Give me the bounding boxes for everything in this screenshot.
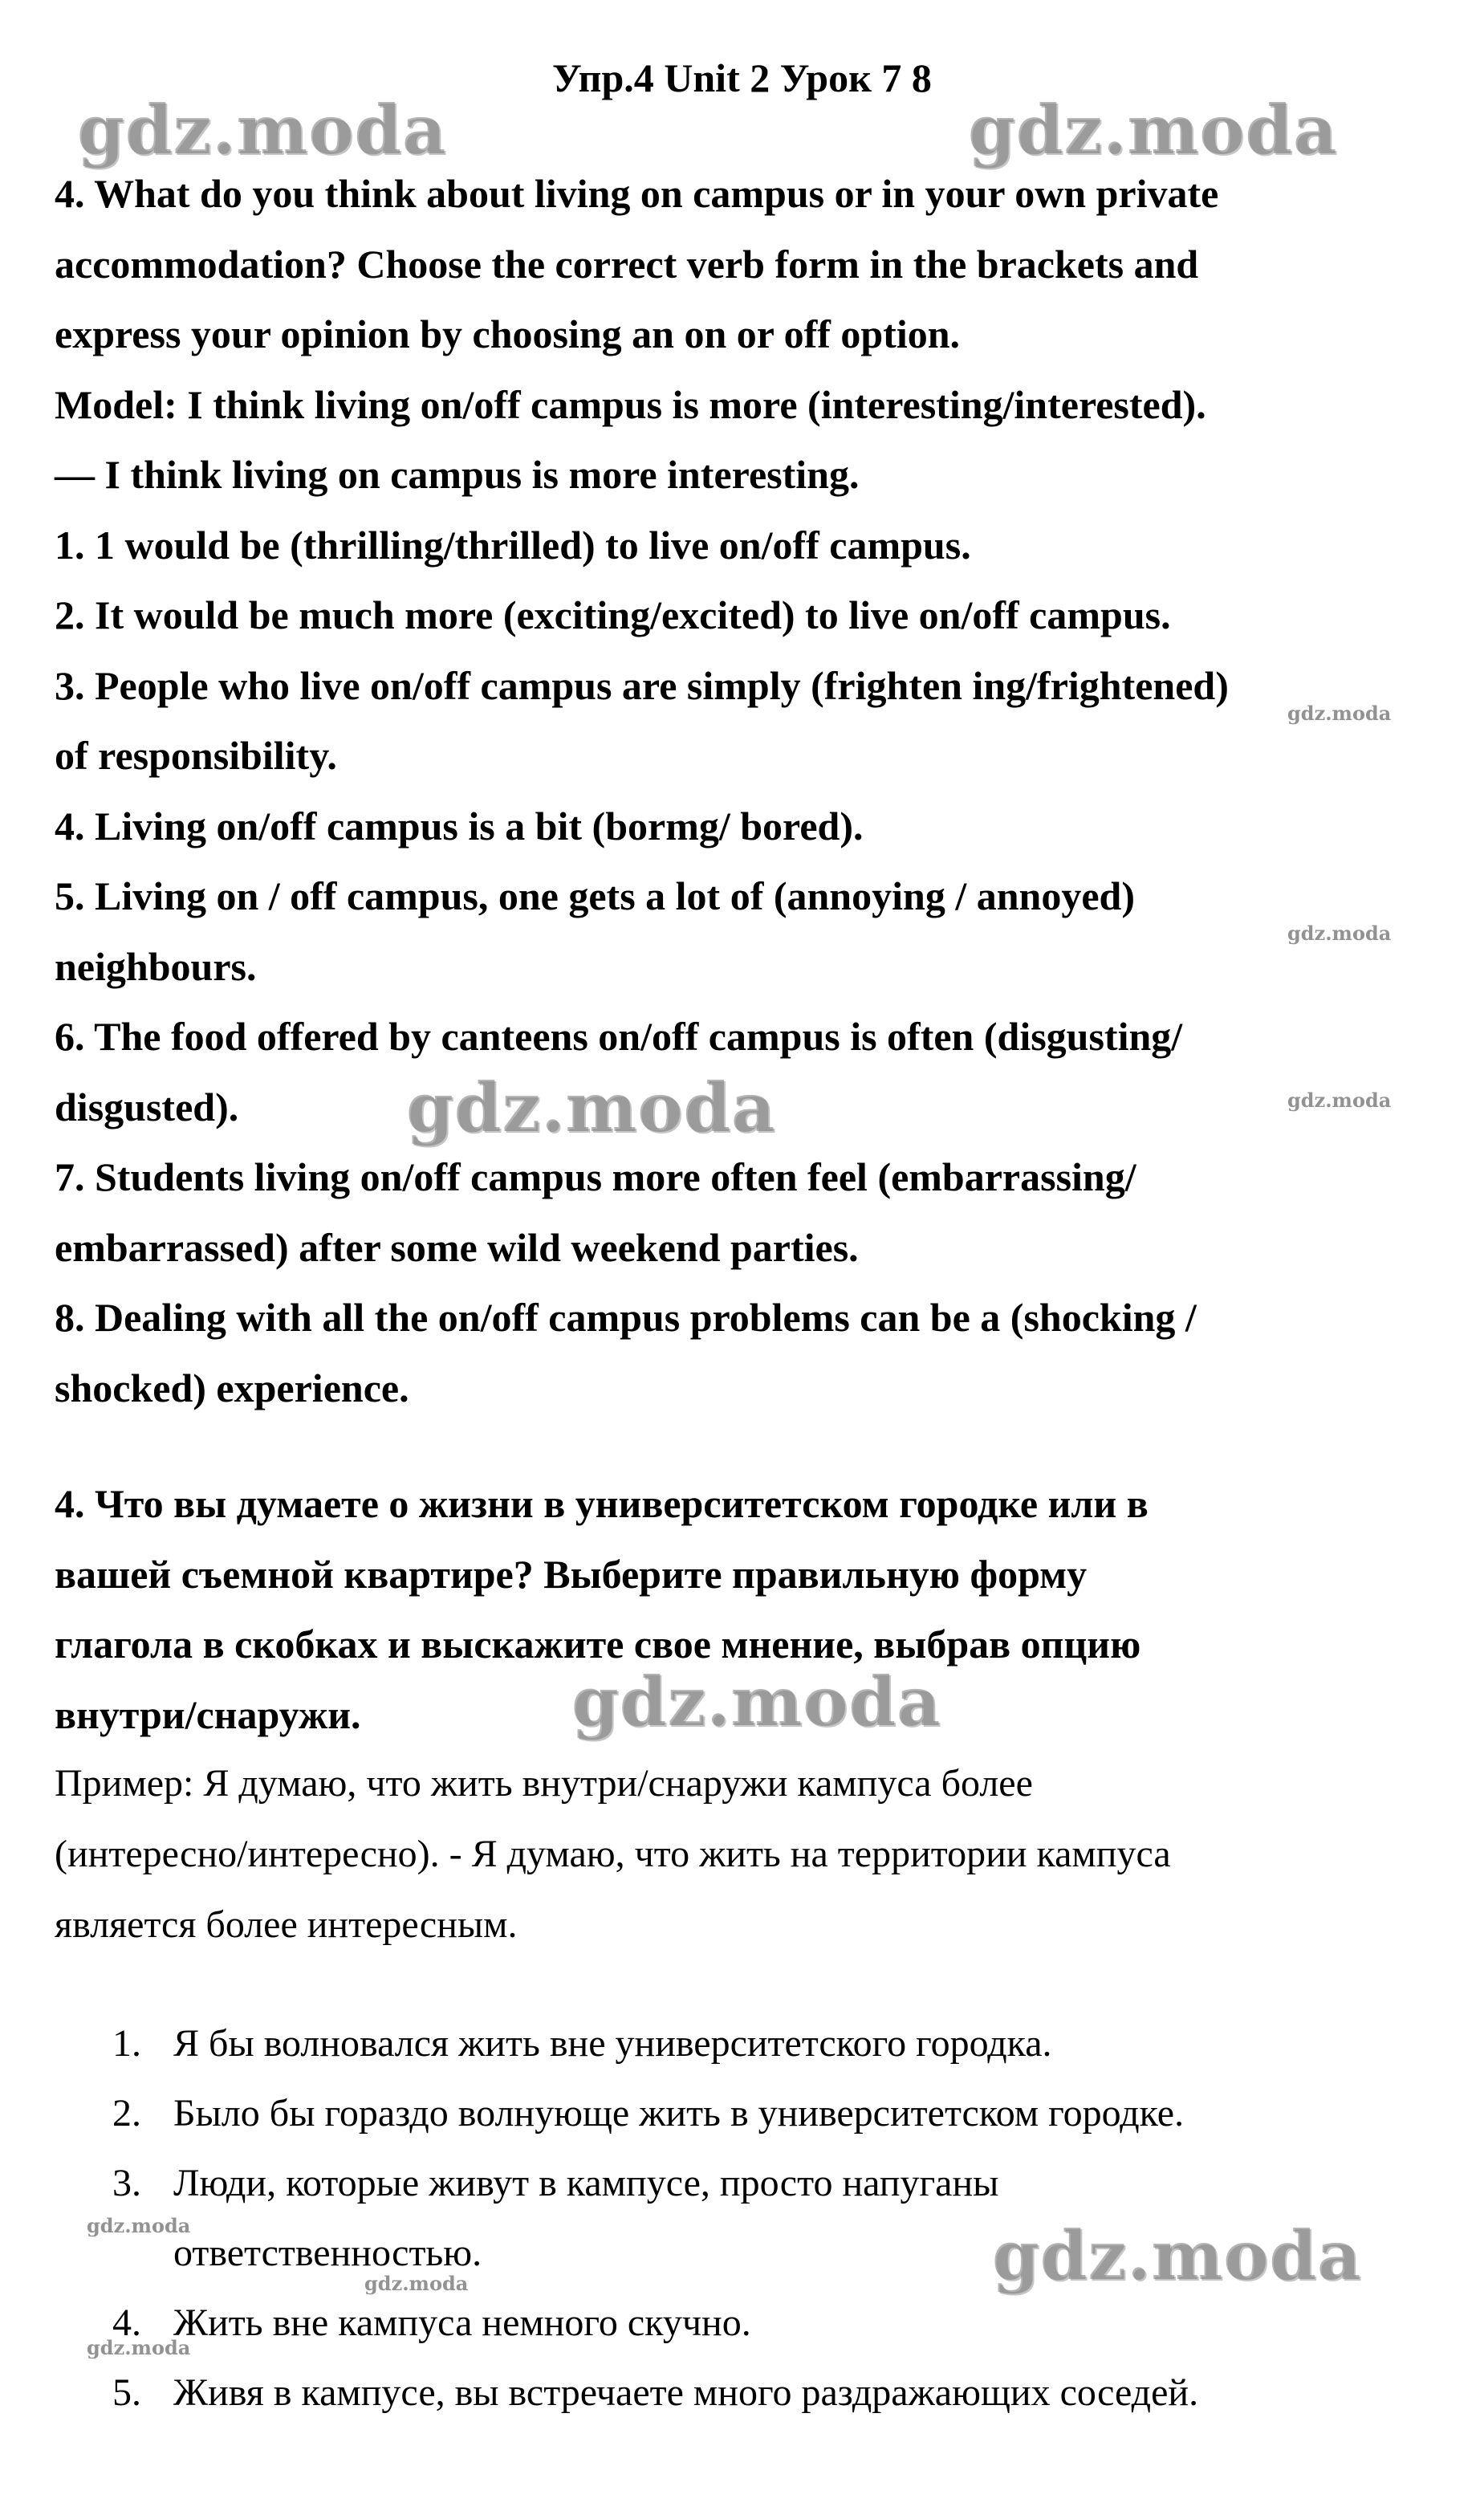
russian-example	[55, 1748, 1467, 1960]
watermark: gdz.moda	[992, 2216, 1362, 2295]
russian-intro-line: 4. Что вы думаете о жизни в университетском городке или в	[55, 1481, 1149, 1526]
english-line: 4. What do you think about living on campus or in your own private	[55, 171, 1219, 216]
russian-intro-line: глагола в скобках и выскажите свое мнение, выбрав опцию	[55, 1622, 1141, 1667]
english-line: 3. People who live on/off campus are simply (frighten ing/frightened)	[55, 662, 1229, 708]
english-line: 7. Students living on/off campus more often feel (embarrassing/	[55, 1154, 1136, 1199]
english-line: shocked) experience.	[55, 1365, 409, 1410]
list-item	[0, 2288, 1484, 2358]
watermark: gdz.moda	[968, 90, 1338, 169]
english-line: 5. Living on / off campus, one gets a lot of (annoying / annoyed)	[55, 873, 1135, 918]
russian-example-line: является более интересным.	[55, 1903, 518, 1946]
list-item	[0, 2148, 1484, 2218]
watermark: gdz.moda	[406, 1068, 776, 1147]
english-line: express your opinion by choosing an on or off option.	[55, 311, 961, 356]
english-line: of responsibility.	[55, 733, 337, 778]
list-item-text: Люди, которые живут в кампусе, просто напуганы	[173, 2162, 999, 2204]
list-item-text: ответственностью.	[173, 2232, 482, 2274]
english-line: Model: I think living on/off campus is more (interesting/interested).	[55, 381, 1206, 427]
list-item-number: 1.	[112, 2022, 141, 2065]
english-exercise	[55, 159, 1467, 1423]
list-item-text: Было бы гораздо волнующе жить в университетском городке.	[173, 2092, 1185, 2135]
russian-example-line: (интересно/интересно). - Я думаю, что жить на территории кампуса	[55, 1833, 1171, 1875]
list-item-number: 2.	[112, 2092, 141, 2135]
list-item-text: Я бы волновался жить вне университетского городка.	[173, 2022, 1052, 2065]
list-item	[0, 2008, 1484, 2078]
watermark-small: gdz.moda	[1287, 702, 1392, 725]
page-title: Упр.4 Unit 2 Урок 7 8	[552, 55, 932, 100]
russian-example-line: Пример: Я думаю, что жить внутри/снаружи кампуса более	[55, 1762, 1033, 1805]
watermark-small: gdz.moda	[87, 2336, 191, 2359]
english-line: accommodation? Choose the correct verb form in the brackets and	[55, 241, 1199, 287]
watermark-small: gdz.moda	[364, 2272, 469, 2295]
list-item-text: Жить вне кампуса немного скучно.	[173, 2301, 751, 2344]
english-line: 8. Dealing with all the on/off campus problems can be a (shocking /	[55, 1295, 1197, 1340]
english-line: embarrassed) after some wild weekend parties.	[55, 1224, 859, 1270]
list-item-number: 3.	[112, 2162, 141, 2204]
watermark: gdz.moda	[571, 1662, 941, 1741]
list-item-text: Живя в кампусе, вы встречаете много раздражающих соседей.	[173, 2371, 1199, 2414]
russian-intro-line: внутри/снаружи.	[55, 1691, 361, 1737]
english-line: 1. 1 would be (thrilling/thrilled) to live on/off campus.	[55, 522, 971, 568]
watermark-small: gdz.moda	[1287, 922, 1392, 945]
english-line: 6. The food offered by canteens on/off campus is often (disgusting/	[55, 1014, 1183, 1059]
watermark-small: gdz.moda	[1287, 1089, 1392, 1112]
watermark-small: gdz.moda	[87, 2214, 191, 2237]
list-item	[0, 2078, 1484, 2148]
list-item-number: 4.	[112, 2301, 141, 2344]
english-line: disgusted).	[55, 1084, 239, 1129]
english-line: neighbours.	[55, 943, 257, 989]
english-line: 4. Living on/off campus is a bit (bormg/ bored).	[55, 803, 864, 849]
list-item-number: 5.	[112, 2371, 141, 2414]
english-line: — I think living on campus is more interesting.	[55, 452, 860, 497]
list-item	[0, 2358, 1484, 2428]
watermark: gdz.moda	[77, 90, 447, 169]
russian-intro-line: вашей съемной квартире? Выберите правильную форму	[55, 1551, 1088, 1597]
english-line: 2. It would be much more (exciting/excited) to live on/off campus.	[55, 592, 1171, 637]
